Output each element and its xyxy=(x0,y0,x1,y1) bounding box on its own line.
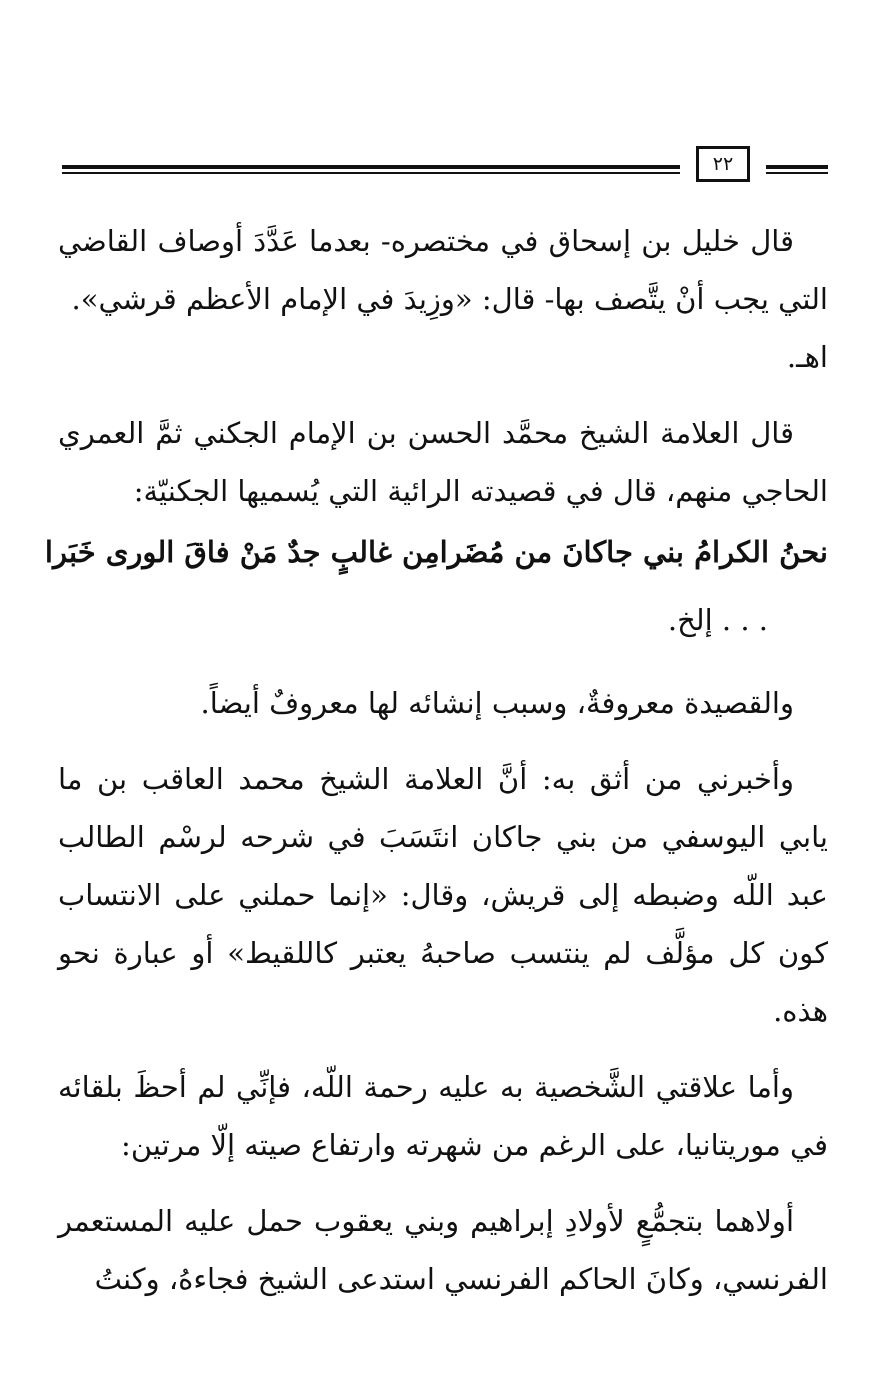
page-header xyxy=(62,146,828,186)
paragraph-allama-jakani: قال العلامة الشيخ محمَّد الحسن بن الإمام الجكني ثمَّ العمري الحاجي منهم، قال في قصيدته الرائية التي يُسميها الجكنيّة: xyxy=(58,416,828,508)
page-body xyxy=(44,212,828,1308)
verse-etc: . . . إلخ. xyxy=(667,603,768,637)
poem-verse xyxy=(44,520,828,584)
paragraph-relation: وأما علاقتي الشَّخصية به عليه رحمة اللّه، فإنِّي لم أحظَ بلقائه في موريتانيا، على الرغم من شهرته وارتفاع صيته إلّا مرتين: xyxy=(58,1070,828,1162)
header-rule-long xyxy=(62,165,680,175)
header-rule-short xyxy=(766,165,828,175)
paragraph-end-marker: اهـ. xyxy=(786,340,828,374)
verse-second-hemistich: مِن غالبٍ جدٌ مَنْ فاقَ الورى خَبَرا xyxy=(44,535,440,569)
paragraph-qasida: والقصيدة معروفةٌ، وسبب إنشائه لها معروفٌ أيضاً. xyxy=(200,686,794,720)
paragraph-khalil: قال خليل بن إسحاق في مختصره- بعدما عَدَّدَ أوصاف القاضي التي يجب أنْ يتَّصف بها- قال: «وزِيدَ في الإمام الأعظم قرشي». xyxy=(58,224,828,316)
paragraph-first-meeting: أولاهما بتجمُّعٍ لأولادِ إبراهيم وبني يعقوب حمل عليه المستعمر الفرنسي، وكانَ الحاكم الفرنسي استدعى الشيخ فجاءهُ، وكنتُ xyxy=(58,1204,828,1296)
page-number: ٢٢ xyxy=(696,146,750,182)
verse-first-hemistich: نحنُ الكرامُ بني جاكانَ من مُضَرا xyxy=(439,535,828,569)
paragraph-aqib: وأخبرني من أثق به: أنَّ العلامة الشيخ محمد العاقب بن ما يابي اليوسفي من بني جاكان انتَسَبَ في شرحه لرسْم الطالب عبد اللّه وضبطه إلى قريش، وقال: «إنما حملني على الانتساب كون كل مؤلَّف لم ينتسب صاحبهُ يعتبر كاللقيط» أو عبارة نحو هذه. xyxy=(58,762,828,1028)
